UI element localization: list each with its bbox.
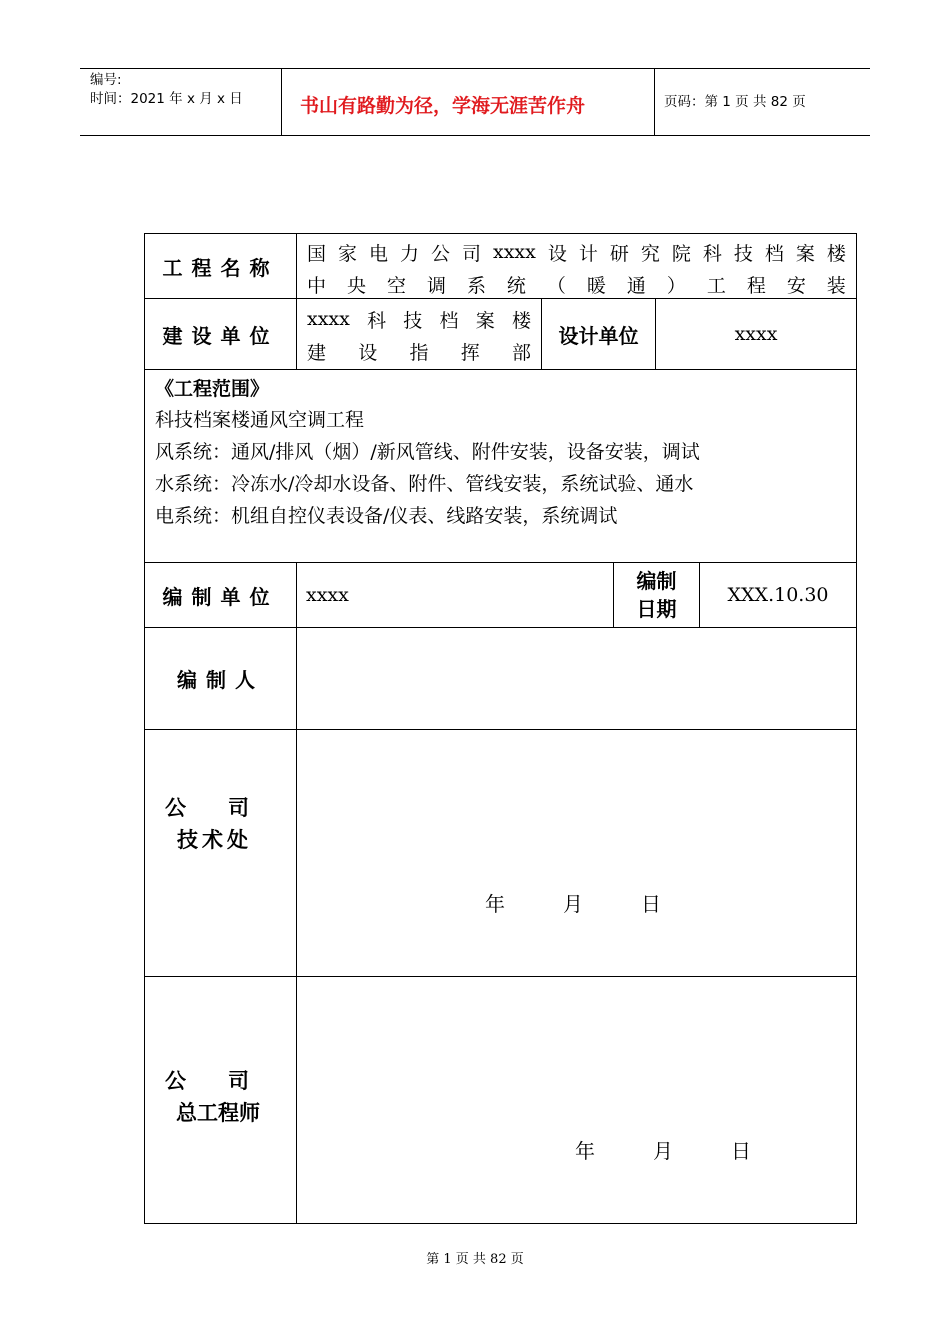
text-token: 档 [439,309,459,332]
scope-title: 《工程范围》 [155,378,270,400]
project-name-label-cell [144,233,297,299]
compiler-value-cell [296,627,857,730]
construction-unit-value-cell [296,298,542,370]
text-token: 空 [386,274,406,297]
text-token: 技 [733,242,753,265]
text-token: （ [546,274,566,297]
text-token: 家 [338,242,358,265]
chief-engineer-year: 年 [575,1139,595,1163]
compile-date-label-cell [613,562,700,628]
text-token: 设 [358,341,378,364]
scope-line: 风系统：通风/排风（烟）/新风管线、附件安装，设备安装，调试 [155,441,700,463]
compiler-label-cell [144,627,297,730]
compiler-unit-value: xxxx [306,584,349,606]
header-top-rule [80,68,870,69]
text-token: 科 [702,242,722,265]
compile-date-label-line-1: 编制 [636,569,677,593]
text-token: 楼 [826,242,846,265]
text-token: 设 [547,242,567,265]
scope-cell [144,369,857,563]
project-name-line-1 [307,236,846,268]
compile-date-value: XXX.10.30 [727,584,829,606]
text-token: 计 [578,242,598,265]
footer-page-number: 第 1 页 共 82 页 [426,1252,524,1267]
tech-dept-year: 年 [485,892,505,916]
text-token: ） [666,274,686,297]
text-token: 院 [671,242,691,265]
text-token: 工 [706,274,726,297]
text-token: 安 [786,274,806,297]
text-token: 科 [367,309,387,332]
chief-engineer-sign-cell [296,976,857,1224]
text-token: 案 [795,242,815,265]
text-token: 中 [307,274,327,297]
construction-unit-label: 建设单位 [162,323,279,348]
header-divider [281,68,282,136]
text-token: 通 [626,274,646,297]
design-unit-label-cell [541,298,656,370]
time-label: 时间：2021 年 x 月 x 日 [90,91,243,107]
chief-engineer-label-line-2: 总工程师 [176,1101,260,1125]
chief-engineer-label-cell [144,976,297,1224]
chief-engineer-month: 月 [653,1139,673,1163]
compiler-label: 编制人 [177,668,264,692]
compiler-unit-label-cell [144,562,297,628]
construction-unit-label-cell [144,298,297,370]
chief-engineer-day: 日 [731,1139,751,1163]
text-token: 程 [746,274,766,297]
motto: 书山有路勤为径，学海无涯苦作舟 [300,95,586,117]
text-token: 案 [475,309,495,332]
tech-dept-label-line-1: 公 司 [165,796,249,820]
chief-engineer-label-line-1: 公 司 [165,1069,249,1093]
text-token: 挥 [460,341,480,364]
design-unit-value-cell [655,298,857,370]
tech-dept-label-line-2: 技术处 [177,828,252,852]
serial-label: 编号: [90,72,122,88]
text-token: 司 [462,242,482,265]
compile-date-label-line-2: 日期 [636,597,677,621]
text-token: xxxx [493,241,536,263]
text-token: 装 [826,274,846,297]
tech-dept-sign-cell [296,729,857,977]
design-unit-label: 设计单位 [558,323,639,348]
project-name-line-2 [307,268,846,300]
compile-date-value-cell [699,562,857,628]
project-name-label: 工程名称 [162,255,279,280]
text-token: 力 [400,242,420,265]
text-token: 指 [409,341,429,364]
scope-line: 科技档案楼通风空调工程 [155,409,365,431]
compiler-unit-label: 编制单位 [162,584,279,609]
construction-unit-line-1 [307,303,531,335]
text-token: 档 [764,242,784,265]
compiler-unit-value-cell [296,562,614,628]
construction-unit-line-2 [307,335,531,367]
project-name-value-cell [296,233,857,299]
text-token: 系 [466,274,486,297]
scope-line: 电系统：机组自控仪表设备/仪表、线路安装，系统调试 [155,505,618,527]
page-info: 页码：第 1 页 共 82 页 [664,94,806,110]
text-token: 研 [609,242,629,265]
text-token: 建 [307,341,327,364]
tech-dept-label-cell [144,729,297,977]
text-token: 楼 [511,309,531,332]
header-bottom-rule [80,135,870,136]
page-footer [0,1248,950,1267]
text-token: 央 [346,274,366,297]
header-divider [654,68,655,136]
text-token: 调 [426,274,446,297]
tech-dept-month: 月 [563,892,583,916]
text-token: 部 [511,341,531,364]
text-token: xxxx [307,308,350,330]
text-token: 公 [431,242,451,265]
text-token: 电 [369,242,389,265]
text-token: 国 [307,242,327,265]
text-token: 技 [403,309,423,332]
design-unit-value: xxxx [734,323,778,345]
tech-dept-day: 日 [641,892,661,916]
text-token: 统 [506,274,526,297]
scope-line: 水系统：冷冻水/冷却水设备、附件、管线安装，系统试验、通水 [155,473,694,495]
text-token: 究 [640,242,660,265]
text-token: 暖 [586,274,606,297]
